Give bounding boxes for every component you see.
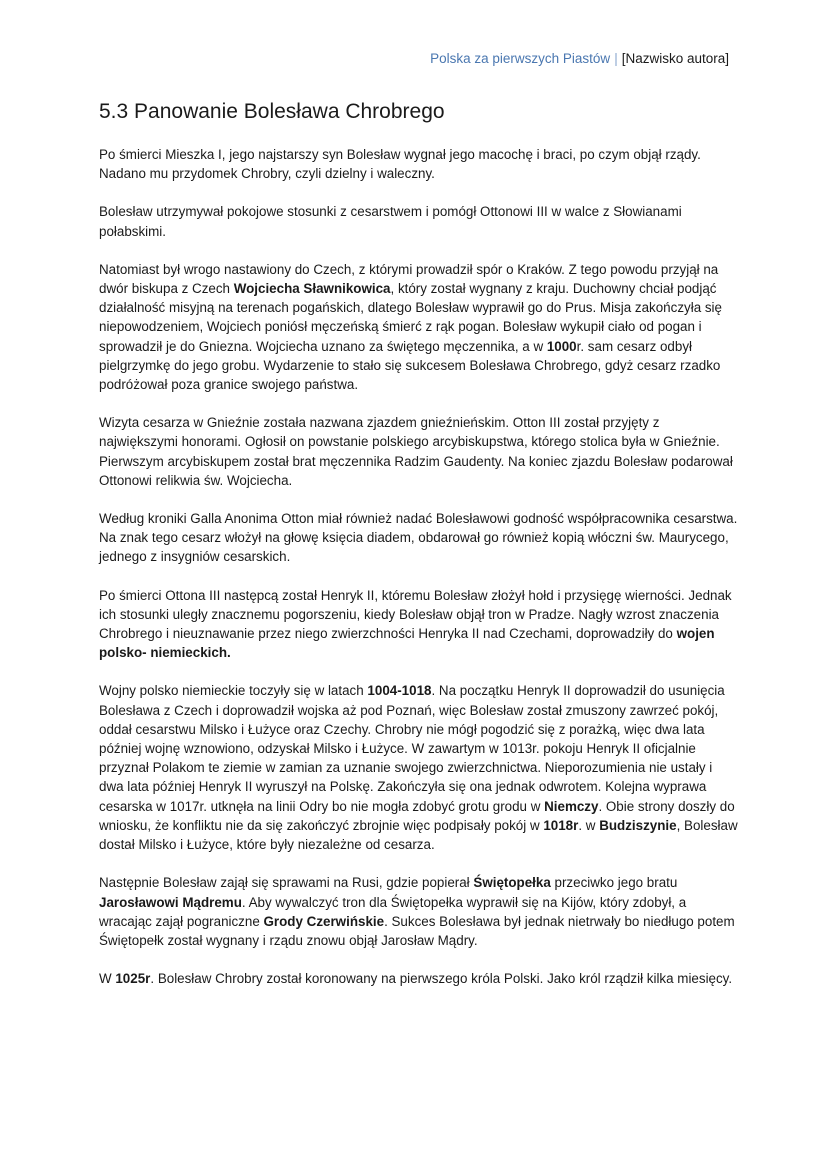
header-document-title: Polska za pierwszych Piastów	[430, 51, 611, 66]
text-run: Wojny polsko niemieckie toczyły się w latach	[99, 683, 368, 699]
bold-term: Budziszynie	[599, 817, 677, 833]
bold-term: 1025r	[115, 971, 151, 987]
bold-term: Grody Czerwińskie	[263, 913, 385, 929]
section-heading: 5.3 Panowanie Bolesława Chrobrego	[99, 100, 445, 123]
paragraph-2: Bolesław utrzymywał pokojowe stosunki z cesarstwem i pomógł Ottonowi III w walce z Słowianami połabskimi.	[99, 204, 682, 239]
text-run: . Na początku Henryk II doprowadził do usunięcia Bolesława z Czech i doprowadził wojska aż pod Poznań, więc Bolesław został zmuszony zawrzeć pokój, oddał cesarstwu Milsko i Łużyce oraz Czechy. Chrobry nie mógł pogodzić się z porażką, więc dwa lata później wojnę wznowiono, odzyskał Milsko i Łużyce. W zawartym w 1013r. pokoju Henryk II oficjalnie przyznał Polakom te ziemie w zamian za uznanie swojego zwierzchnictwa. Nieporozumienia nie ustały i dwa lata później Henryk II wyruszył na Polskę. Zakończyła się ona jednak odwrotem. Kolejna wyprawa cesarska w 1017r. utknęła na linii Odry bo nie mogła zdobyć grotu grodu w	[99, 683, 725, 814]
bold-term: wojen polsko- niemieckich.	[99, 626, 715, 661]
text-run: . Bolesław Chrobry został koronowany na pierwszego króla Polski. Jako król rządził kilka miesięcy.	[150, 971, 733, 987]
page-header	[430, 50, 729, 68]
bold-term: Świętopełka	[473, 875, 551, 891]
text-run: , Bolesław dostał Milsko i Łużyce, które były niezależne od cesarza.	[99, 817, 738, 853]
bold-term: Niemczy	[544, 798, 599, 814]
bold-term: 1018r	[543, 817, 579, 833]
paragraph-7	[99, 681, 739, 854]
text-run: , który został wygnany z kraju. Duchowny chciał podjąć działalność misyjną na terenach pogańskich, dlatego Bolesław wyprawił go do Prus. Misja zakończyła się niepowodzeniem, Wojciech poniósł męczeńską śmierć z rąk pogan. Bolesław wykupił ciało od pogan i sprowadził je do Gniezna. Wojciecha uznano za świętego męczennika, a w	[99, 281, 722, 354]
header-separator: |	[614, 51, 618, 66]
paragraph-1: Po śmierci Mieszka I, jego najstarszy syn Bolesław wygnał jego macochę i braci, po czym objął rządy. Nadano mu przydomek Chrobry, czyli dzielny i waleczny.	[99, 147, 701, 182]
text-run: W	[99, 971, 116, 987]
bold-term: Jarosławowi Mądremu	[99, 894, 242, 910]
paragraph-6	[99, 586, 739, 663]
header-author: [Nazwisko autora]	[621, 51, 729, 66]
paragraph-3	[99, 260, 739, 394]
text-run: przeciwko jego bratu	[550, 875, 678, 891]
text-run: r. sam cesarz odbył pielgrzymkę do jego grobu. Wydarzenie to stało się sukcesem Bolesława Chrobrego, gdyż cesarz rzadko podróżował poza granice swojego państwa.	[99, 338, 721, 393]
text-run: . Sukces Bolesława był jednak nietrwały bo niedługo potem Świętopełk został wygnany i rządu znowu objął Jarosław Mądry.	[99, 913, 735, 948]
bold-term: 1004-1018	[367, 683, 432, 699]
document-body	[99, 145, 739, 1007]
text-run: . Aby wywalczyć tron dla Świętopełka wyprawił się na Kijów, który zdobył, a wracając zajął pograniczne	[99, 894, 687, 929]
paragraph-4: Wizyta cesarza w Gnieźnie została nazwana zjazdem gnieźnieńskim. Otton III został przyjęty z największymi honorami. Ogłosił on powstanie polskiego arcybiskupstwa, którego stolica była w Gnieźnie. Pierwszym arcybiskupem został brat męczennika Radzim Gaudenty. Na koniec zjazdu Bolesław podarował Ottonowi relikwia św. Wojciecha.	[99, 415, 733, 488]
text-run: . Obie strony doszły do wniosku, że konfliktu nie da się zakończyć zbrojnie więc podpisały pokój w	[99, 798, 735, 833]
bold-term: Wojciecha Sławnikowica	[233, 281, 391, 297]
paragraph-8	[99, 873, 739, 950]
text-run: Po śmierci Ottona III następcą został Henryk II, któremu Bolesław złożył hołd i przysięgę wierności. Jednak ich stosunki uległy znacznemu pogorszeniu, kiedy Bolesław objął tron w Pradze. Nagły wzrost znaczenia Chrobrego i nieuznawanie przez niego zwierzchności Henryka II nad Czechami, doprowadziły do	[99, 587, 732, 642]
text-run: Natomiast był wrogo nastawiony do Czech, z którymi prowadził spór o Kraków. Z tego powodu przyjął na dwór biskupa z Czech	[99, 261, 719, 297]
text-run: Następnie Bolesław zajął się sprawami na Rusi, gdzie popierał	[99, 875, 474, 891]
paragraph-5: Według kroniki Galla Anonima Otton miał również nadać Bolesławowi godność współpracownika cesarstwa. Na znak tego cesarz włożył na głowę księcia diadem, obdarował go również kopią włóczni św. Maurycego, jednego z insygniów cesarskich.	[99, 511, 738, 565]
paragraph-9	[99, 969, 739, 988]
bold-term: 1000	[546, 338, 577, 354]
text-run: . w	[578, 817, 600, 833]
